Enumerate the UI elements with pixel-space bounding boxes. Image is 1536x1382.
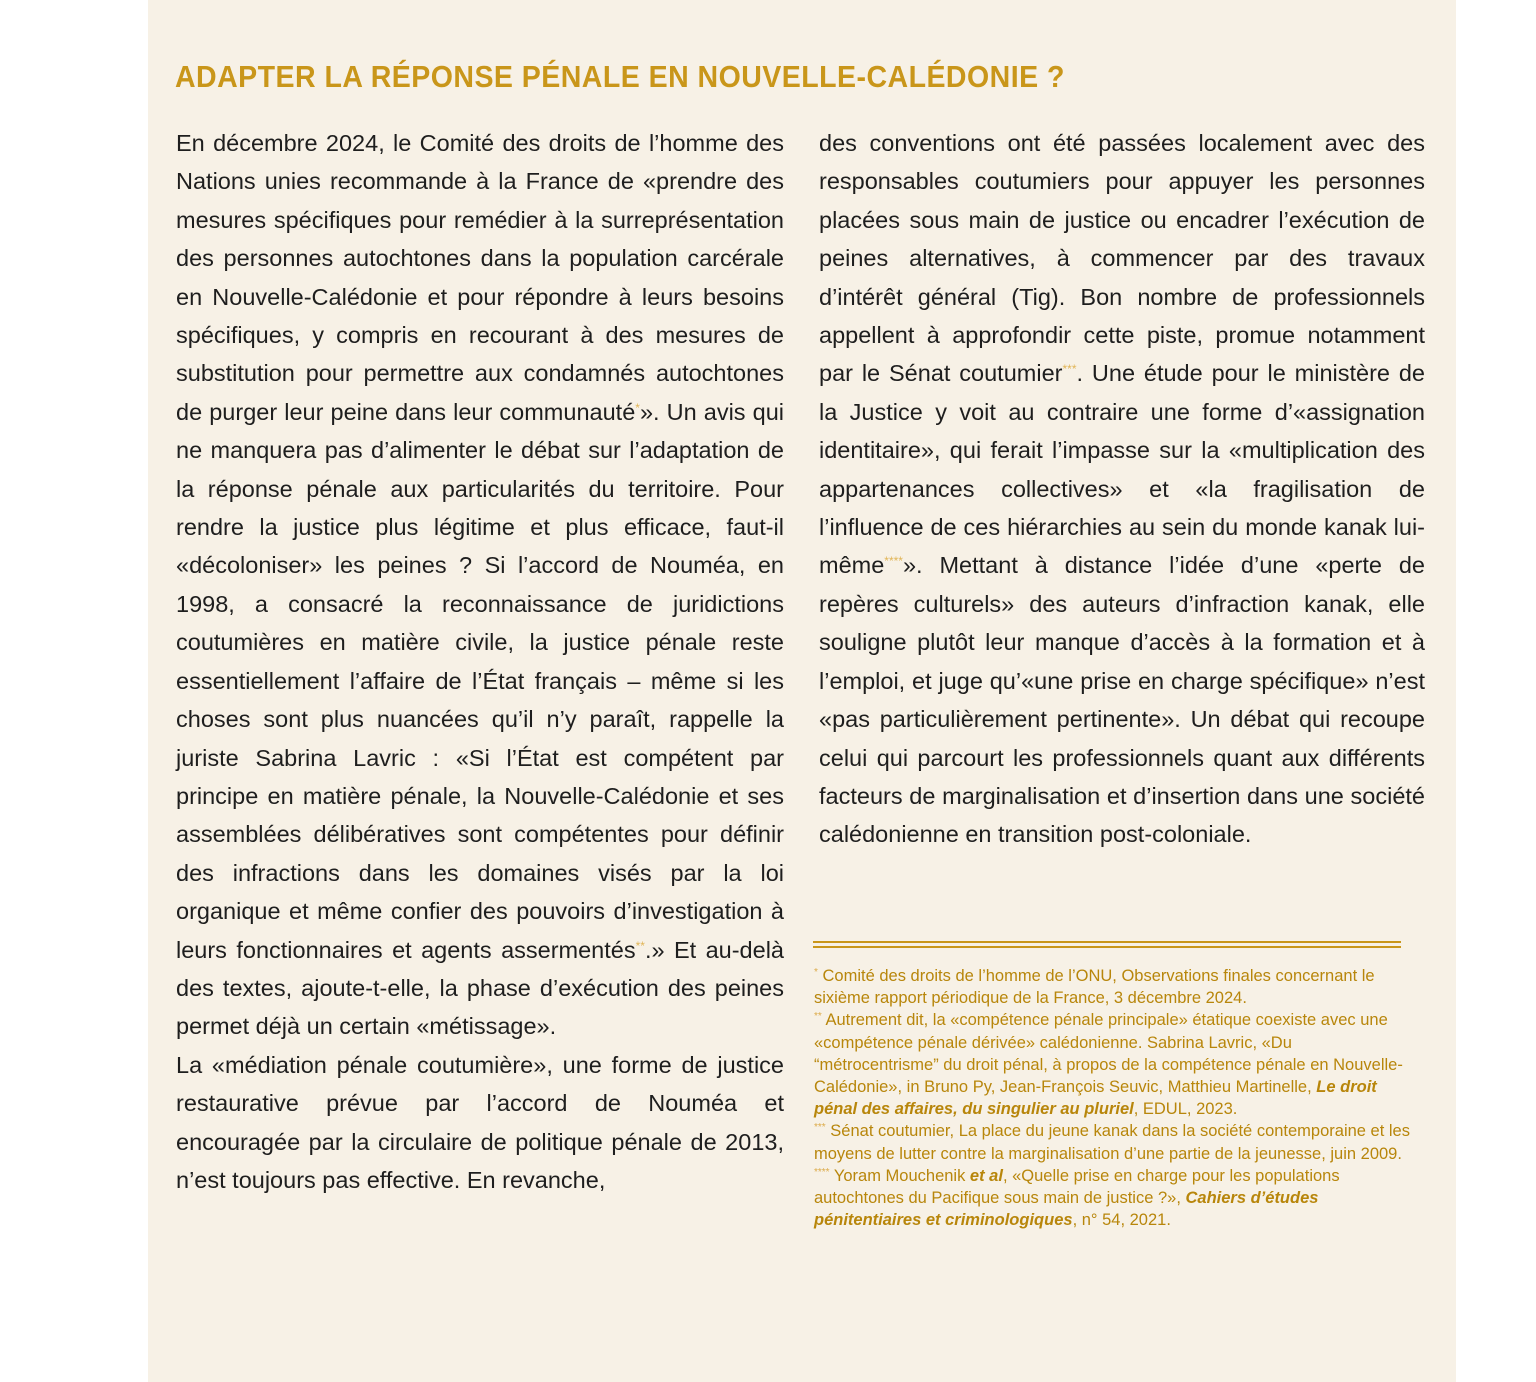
footnote-mark: *** — [814, 1122, 826, 1134]
footnote-divider — [813, 941, 1401, 943]
text-run: des conventions ont été passées localement avec des responsables coutumiers pour appuyer les personnes placées sous main de justice ou encadrer l’exécution de peines alternatives, à commencer par des travaux d’intérêt général (Tig). Bon nombre de professionnels appellent à approfondir cette piste, promue notamment par le Sénat coutumier — [819, 130, 1425, 387]
footnote-divider — [813, 946, 1401, 948]
footnote-text: , EDUL, 2023. — [1133, 1100, 1238, 1119]
text-run: ». Mettant à distance l’idée d’une «perte de repères culturels» des auteurs d’infraction kanak, elle souligne plutôt leur manque d’accès à la formation et à l’emploi, et juge qu’«une prise en charge spécifique» n’est «pas particulièrement pertinente». Un débat qui recoupe celui qui parcourt les professionnels quant aux différents facteurs de marginalisation et d’insertion dans une société calédonienne en transition post-coloniale. — [819, 552, 1425, 848]
right-paragraph-1 — [819, 124, 1425, 854]
footnote-3 — [814, 1120, 1414, 1164]
footnote-4 — [814, 1165, 1414, 1232]
footnote-2 — [814, 1009, 1414, 1120]
footnote-text: Yoram Mouchenik — [833, 1166, 970, 1185]
footnote-ref-1: * — [635, 400, 640, 415]
book-title: Le droit pénal des affaires, du singulier au pluriel — [814, 1078, 1377, 1119]
left-paragraph-1 — [176, 124, 784, 1046]
footnote-text: Sénat coutumier, La place du jeune kanak dans la société contemporaine et les moyens de lutter contre la marginalisation d’une partie de la jeunesse, juin 2009. — [814, 1122, 1410, 1163]
footnote-text: , «Quelle prise en charge pour les populations autochtones du Pacifique sous main de justice ?», — [814, 1166, 1340, 1208]
footnote-1 — [814, 965, 1414, 1009]
author-abbrev: et al — [969, 1166, 1003, 1185]
footnote-mark: ** — [814, 1011, 822, 1023]
footnotes — [814, 965, 1414, 1231]
footnote-ref-3: *** — [1062, 362, 1077, 377]
footnote-ref-2: ** — [635, 938, 645, 953]
footnote-text: Comité des droits de l’homme de l’ONU, Observations finales concernant le sixième rapport périodique de la France, 3 décembre 2024. — [814, 967, 1375, 1008]
journal-title: Cahiers d’études pénitentiaires et criminologiques — [814, 1189, 1319, 1230]
footnote-ref-4: **** — [884, 554, 903, 569]
left-paragraph-2: La «médiation pénale coutumière», une forme de justice restaurative prévue par l’accord de Nouméa et encouragée par la circulaire de politique pénale de 2013, n’est toujours pas effective. En revanche, — [176, 1051, 784, 1193]
text-run: En décembre 2024, le Comité des droits de l’homme des Nations unies recommande à la France de «prendre des mesures spécifiques pour remédier à la surreprésentation des personnes autochtones dans la population carcérale en Nouvelle-Calédonie et pour répondre à leurs besoins spécifiques, y compris en recourant à des mesures de substitution pour permettre aux condamnés autochtones de purger leur peine dans leur communauté — [176, 130, 784, 425]
footnote-mark: **** — [814, 1166, 830, 1178]
left-column — [176, 124, 784, 1199]
text-run: ». Un avis qui ne manquera pas d’alimenter le débat sur l’adaptation de la réponse pénale aux particularités du territoire. Pour rendre la justice plus légitime et plus efficace, faut-il «décoloniser» les peines ? Si l’accord de Nouméa, en 1998, a consacré la reconnaissance de juridictions coutumières en matière civile, la justice pénale reste essentiellement l’affaire de l’État français – même si les choses sont plus nuancées qu’il n’y paraît, rappelle la juriste Sabrina Lavric : «Si l’État est compétent par principe en matière pénale, la Nouvelle-Calédonie et ses assemblées délibératives sont compétentes pour définir des infractions dans les domaines visés par la loi organique et même confier des pouvoirs d’investigation à leurs fonctionnaires et agents assermentés — [176, 398, 784, 963]
text-run: .» Et au-delà des textes, ajoute-t-elle, la phase d’exécution des peines permet déjà un certain «métissage». — [176, 936, 784, 1040]
footnote-mark: * — [814, 967, 818, 978]
right-column — [819, 124, 1425, 854]
article-title: ADAPTER LA RÉPONSE PÉNALE EN NOUVELLE-CALÉDONIE ? — [175, 59, 1065, 94]
footnote-text: , n° 54, 2021. — [1072, 1211, 1171, 1230]
text-run: . Une étude pour le ministère de la Justice y voit au contraire une forme d’«assignation identitaire», qui ferait l’impasse sur la «multiplication des appartenances collectives» et «la fragilisation de l’influence de ces hiérarchies au sein du monde kanak lui-même — [819, 360, 1425, 579]
footnote-text: Autrement dit, la «compétence pénale principale» étatique coexiste avec une «compétence pénale dérivée» calédonienne. Sabrina Lavric, «Du “métrocentrisme” du droit pénal, à propos de la compétence pénale en Nouvelle-Calédonie», in Bruno Py, Jean-François Seuvic, Matthieu Martinelle, — [814, 1011, 1403, 1097]
